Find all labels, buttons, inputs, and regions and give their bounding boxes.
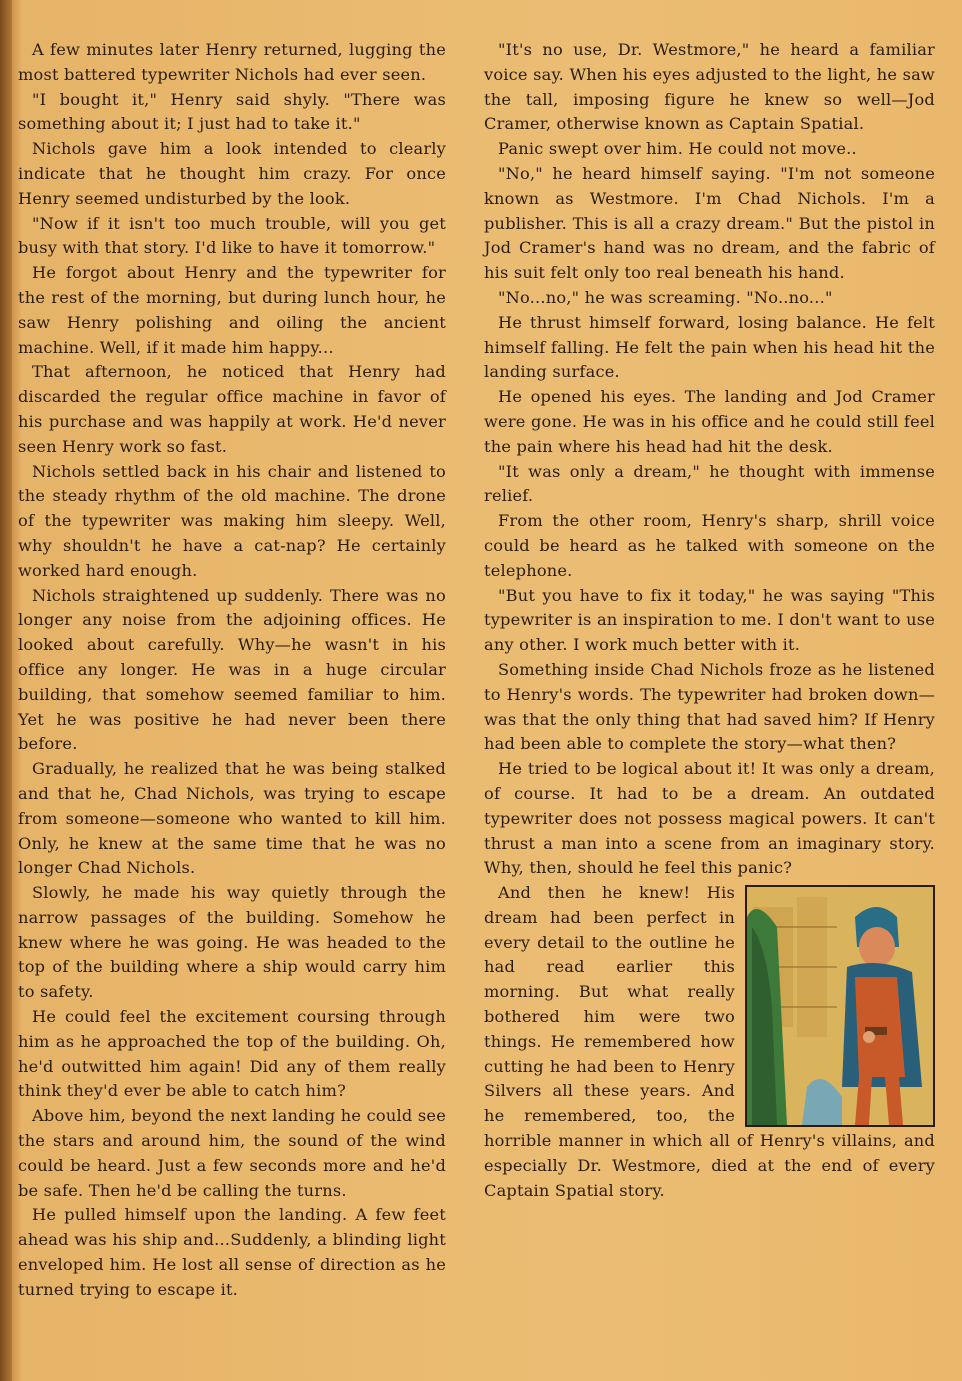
- paragraph: Nichols straightened up suddenly. There was no longer any noise from the adjoining offices. He looked about carefully. Why—he wasn't in his office any longer. He was in a huge circular building, that somehow seemed familiar to him. Yet he was positive he had never been there before.: [18, 585, 446, 754]
- paragraph: Gradually, he realized that he was being stalked and that he, Chad Nichols, was trying to escape from someone—someone who wanted to kill him. Only, he knew at the same time that he was no longer Chad Nichols.: [18, 759, 446, 878]
- paragraph: He opened his eyes. The landing and Jod Cramer were gone. He was in his office and he could still feel the pain where his head had hit the desk.: [484, 387, 935, 456]
- paragraph: Nichols gave him a look intended to clearly indicate that he thought him crazy. For once Henry seemed undisturbed by the look.: [18, 139, 446, 208]
- paragraph: A few minutes later Henry returned, lugging the most battered typewriter Nichols had ever seen.: [18, 40, 446, 84]
- paragraph: Above him, beyond the next landing he could see the stars and around him, the sound of the wind could be heard. Just a few seconds more and he'd be safe. Then he'd be calling the turns.: [18, 1106, 446, 1200]
- left-text-column: [18, 38, 446, 1303]
- paragraph: That afternoon, he noticed that Henry had discarded the regular office machine in favor of his purchase and was happily at work. He'd never seen Henry work so fast.: [18, 362, 446, 456]
- page-binding-edge: [0, 0, 12, 1381]
- paragraph: "But you have to fix it today," he was saying "This typewriter is an inspiration to me. I don't want to use any other. I work much better with it.: [484, 585, 935, 655]
- paragraph: He pulled himself upon the landing. A few feet ahead was his ship and...Suddenly, a blinding light enveloped him. He lost all sense of direction as he turned trying to escape it.: [18, 1205, 446, 1299]
- paragraph: "It's no use, Dr. Westmore," he heard a familiar voice say. When his eyes adjusted to the light, he saw the tall, imposing figure he knew so well—Jod Cramer, otherwise known as Captain Spatial.: [484, 40, 935, 134]
- captain-spatial-illustration: [745, 885, 935, 1127]
- paragraph: Panic swept over him. He could not move..: [498, 139, 857, 159]
- paragraph: "Now if it isn't too much trouble, will you get busy with that story. I'd like to have it tomorrow.": [18, 213, 446, 258]
- paragraph: He could feel the excitement coursing through him as he approached the top of the building. Oh, he'd outwitted him again! Did any of them really think they'd ever be able to catch him?: [18, 1007, 446, 1101]
- paragraph: He thrust himself forward, losing balance. He felt himself falling. He felt the pain when his head hit the landing surface.: [484, 312, 935, 382]
- paragraph: Nichols settled back in his chair and listened to the steady rhythm of the old machine. The drone of the typewriter was making him sleepy. Well, why shouldn't he have a cat-nap? He certainly worked hard enough.: [18, 461, 446, 580]
- paragraph: "No," he heard himself saying. "I'm not someone known as Westmore. I'm Chad Nichols. I'm a publisher. This is all a crazy dream." But the pistol in Jod Cramer's hand was no dream, and the fabric of his suit felt only too real beneath his hand.: [484, 163, 935, 283]
- paragraph: Something inside Chad Nichols froze as he listened to Henry's words. The typewriter had broken down—was that the only thing that had saved him? If Henry had been able to complete the story—what then?: [484, 659, 935, 754]
- paragraph: "No...no," he was screaming. "No..no...": [498, 287, 833, 307]
- paragraph: "It was only a dream," he thought with immense relief.: [484, 461, 935, 506]
- paragraph: Slowly, he made his way quietly through the narrow passages of the building. Somehow he knew where he was going. He was headed to the top of the building where a ship would carry him to safety.: [18, 883, 446, 1002]
- paragraph: He forgot about Henry and the typewriter for the rest of the morning, but during lunch hour, he saw Henry polishing and oiling the ancient machine. Well, if it made him happy...: [18, 263, 446, 357]
- paragraph: From the other room, Henry's sharp, shrill voice could be heard as he talked with someone on the telephone.: [484, 511, 935, 580]
- paragraph: "I bought it," Henry said shyly. "There was something about it; I just had to take it.": [18, 89, 446, 134]
- paragraph: He tried to be logical about it! It was only a dream, of course. It had to be a dream. An outdated typewriter does not possess magical powers. It can't thrust a man into a scene from an imaginary story. Why, then, should he feel this panic?: [484, 759, 935, 878]
- right-text-column: [484, 38, 935, 1203]
- illustration-art: [747, 887, 933, 1125]
- paragraph: And then he knew! His dream had been perfect in every detail to the outline he had read earlier this morning. But what really bothered him were two things. He remembered how cutting he had been to Henry Silvers all these years. And he remembered, too, the horrible manner in which all of Henry's villains, and especially Dr. Westmore, died at the end of every Captain Spatial story.: [484, 883, 935, 1200]
